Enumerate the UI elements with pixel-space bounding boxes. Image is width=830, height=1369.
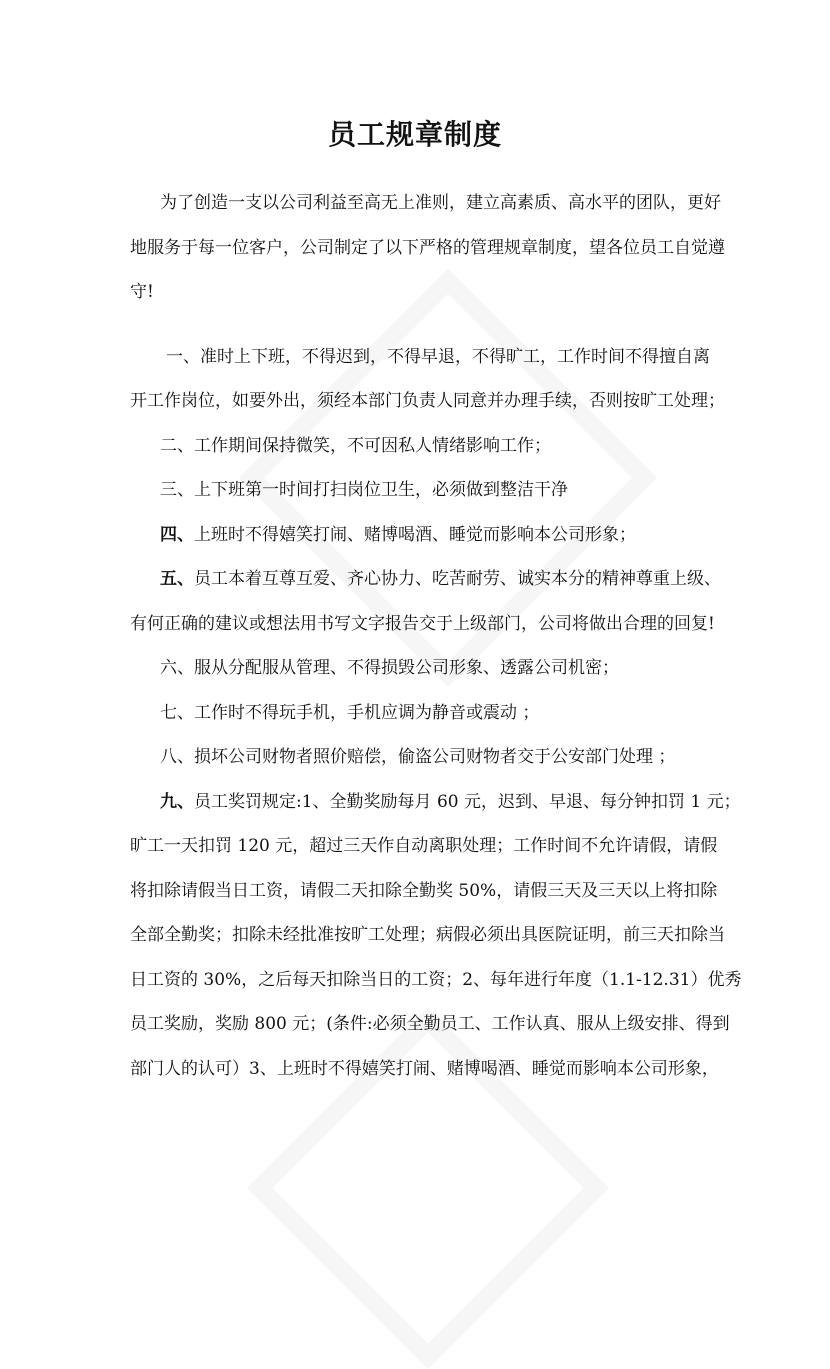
- text-line: [130, 691, 702, 736]
- rule-text: 日工资的 30%，之后每天扣除当日的工资；2、每年进行年度（1.1-12.31）优秀: [130, 969, 742, 990]
- rule-text: 员工奖励，奖励 800 元；(条件:必须全勤员工、工作认真、服从上级安排、得到: [130, 1014, 730, 1034]
- text-line: [130, 780, 741, 825]
- rule-number: 九、: [160, 791, 194, 812]
- rule-paragraph: [130, 691, 702, 736]
- rule-text: 上班时不得嬉笑打闹、赌博喝酒、睡觉而影响本公司形象；: [194, 524, 636, 545]
- rule-text: 旷工一天扣罚 120 元，超过三天作自动离职处理；工作时间不允许请假，请假: [130, 836, 718, 856]
- text-line: 地服务于每一位客户，公司制定了以下严格的管理规章制度，望各位员工自觉遵: [130, 237, 725, 258]
- text-line: [130, 869, 718, 914]
- text-line: 为了创造一支以公司利益至高无上准则，建立高素质、高水平的团队，更好: [160, 193, 721, 213]
- rule-text: 全部全勤奖；扣除未经批准按旷工处理；病假必须出具医院证明，前三天扣除当: [130, 925, 725, 945]
- rule-text: 工作期间保持微笑，不可因私人情绪影响工作；: [194, 435, 551, 456]
- text-line: [130, 602, 715, 647]
- rule-paragraph: [130, 424, 702, 469]
- text-line: [130, 913, 725, 958]
- rules-list: [130, 335, 742, 1092]
- rule-text: 上下班第一时间打扫岗位卫生，必须做到整洁干净: [194, 480, 568, 500]
- text-line: [130, 468, 702, 513]
- text-line: [130, 424, 702, 469]
- text-line: 守!: [130, 282, 154, 302]
- rule-paragraph: [130, 646, 702, 691]
- rule-number: 六、: [160, 658, 194, 678]
- text-line: [130, 557, 721, 602]
- text-line: [130, 735, 702, 780]
- rule-paragraph: [130, 335, 725, 424]
- text-line: [130, 646, 702, 691]
- rule-paragraph: [130, 468, 702, 513]
- rule-text: 员工本着互尊互爱、齐心协力、吃苦耐劳、诚实本分的精神尊重上级、: [194, 569, 721, 589]
- text-line: [130, 335, 710, 380]
- rule-number: 四、: [160, 524, 194, 545]
- document-title: 员工规章制度: [327, 118, 502, 151]
- rule-paragraph: [130, 513, 702, 558]
- rule-text: 将扣除请假当日工资，请假二天扣除全勤奖 50%，请假三天及三天以上将扣除: [130, 880, 718, 901]
- rule-text: 准时上下班，不得迟到，不得早退，不得旷工，工作时间不得擅自离: [200, 346, 710, 367]
- rule-number: 八、: [160, 747, 194, 767]
- text-line: [130, 1047, 719, 1092]
- intro-paragraph: [130, 181, 725, 315]
- rule-text: 开工作岗位，如要外出，须经本部门负责人同意并办理手续，否则按旷工处理；: [130, 391, 725, 411]
- rule-text: 员工奖罚规定:1、全勤奖励每月 60 元，迟到、早退、每分钟扣罚 1 元；: [194, 791, 741, 812]
- rule-number: 三、: [160, 480, 194, 500]
- rule-paragraph: [130, 780, 742, 1092]
- text-line: [130, 824, 718, 869]
- rule-number: 一、: [166, 346, 200, 367]
- rule-text: 有何正确的建议或想法用书写文字报告交于上级部门，公司将做出合理的回复!: [130, 613, 715, 634]
- document-body: [130, 181, 742, 1091]
- rule-number: 七、: [160, 702, 194, 723]
- rule-text: 损坏公司财物者照价赔偿，偷盗公司财物者交于公安部门处理 ；: [194, 747, 676, 767]
- rule-paragraph: [130, 735, 702, 780]
- rule-number: 二、: [160, 435, 194, 456]
- rule-number: 五、: [160, 569, 194, 589]
- text-line: [130, 1002, 730, 1047]
- rule-text: 工作时不得玩手机，手机应调为静音或震动 ；: [194, 702, 540, 723]
- rule-text: 部门人的认可）3、上班时不得嬉笑打闹、赌博喝酒、睡觉而影响本公司形象，: [130, 1058, 719, 1079]
- rule-text: 服从分配服从管理、不得损毁公司形象、透露公司机密；: [194, 658, 619, 678]
- text-line: [130, 958, 742, 1003]
- rule-paragraph: [130, 557, 721, 646]
- text-line: [130, 379, 725, 424]
- text-line: [130, 513, 702, 558]
